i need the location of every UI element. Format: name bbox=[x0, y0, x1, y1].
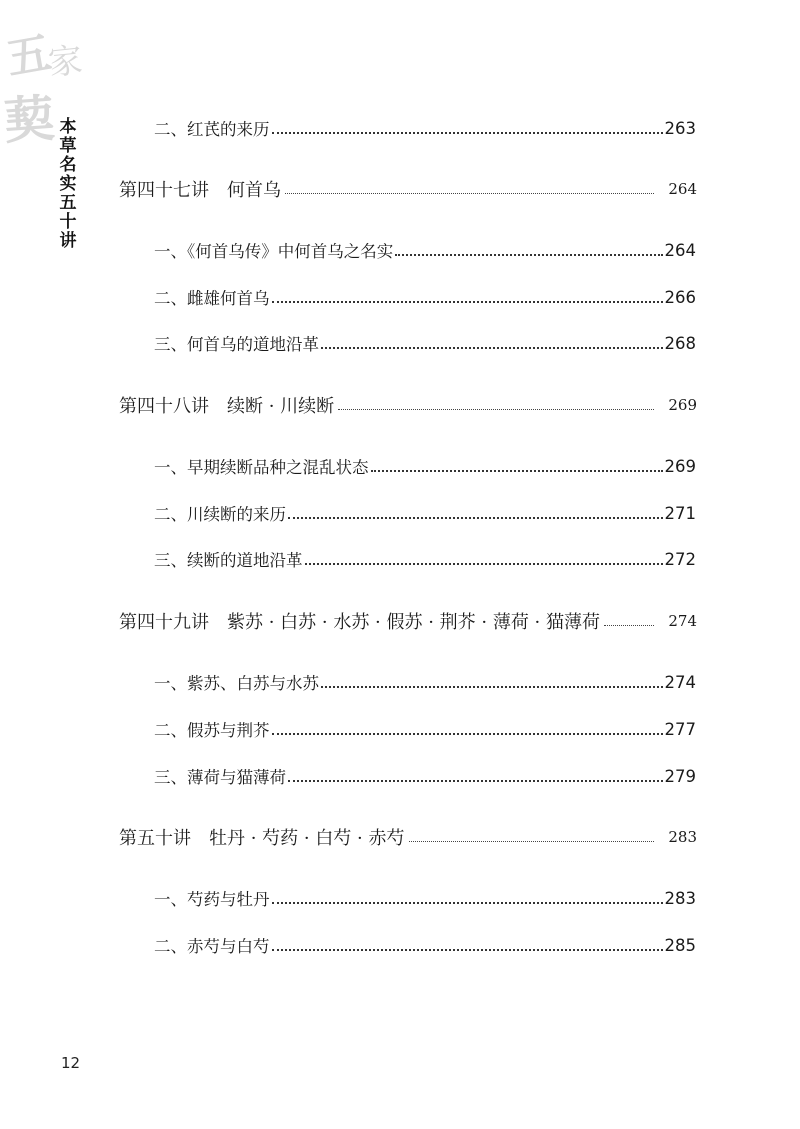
toc-entry-title: 二、假苏与荆芥 bbox=[154, 721, 270, 740]
toc-page-number: 271 bbox=[664, 503, 696, 523]
toc-entry-title: 第四十七讲 何首乌 bbox=[119, 180, 281, 201]
toc-section-entry bbox=[154, 235, 696, 265]
toc-entry-title: 一、紫苏、白苏与水苏 bbox=[154, 674, 319, 693]
dot-leader bbox=[285, 193, 654, 194]
dot-leader bbox=[272, 733, 663, 735]
toc-chapter-entry bbox=[119, 390, 697, 420]
dot-leader bbox=[288, 517, 663, 519]
toc-entry-title: 二、赤芍与白芍 bbox=[154, 937, 270, 956]
toc-section-entry bbox=[154, 113, 696, 143]
dot-leader bbox=[272, 132, 663, 134]
dot-leader bbox=[604, 625, 654, 626]
dot-leader bbox=[272, 902, 663, 904]
toc-entry-title: 二、雌雄何首乌 bbox=[154, 289, 270, 308]
toc-chapter-entry bbox=[119, 174, 697, 204]
toc-page-number: 266 bbox=[664, 287, 696, 307]
toc-page-number: 277 bbox=[664, 719, 696, 739]
toc-page-number: 283 bbox=[668, 828, 697, 846]
toc-page-number: 268 bbox=[664, 333, 696, 353]
running-title-char: 名 bbox=[59, 155, 77, 175]
seal-char: 五 bbox=[2, 27, 55, 86]
dot-leader bbox=[288, 780, 663, 782]
toc-entry-title: 二、川续断的来历 bbox=[154, 505, 286, 524]
running-title-char: 实 bbox=[59, 174, 77, 194]
toc-page-number: 269 bbox=[668, 396, 697, 414]
toc-section-entry bbox=[154, 544, 696, 574]
toc-section-entry bbox=[154, 761, 696, 791]
dot-leader bbox=[409, 841, 655, 842]
page-number: 12 bbox=[61, 1054, 81, 1072]
toc-section-entry bbox=[154, 328, 696, 358]
toc-chapter-entry bbox=[119, 822, 697, 852]
dot-leader bbox=[395, 254, 662, 256]
toc-entry-title: 一、《何首乌传》中何首乌之名实 bbox=[154, 242, 394, 261]
toc-entry-title: 三、薄荷与猫薄荷 bbox=[154, 768, 286, 787]
toc-entry-title: 第五十讲 牡丹 · 芍药 · 白芍 · 赤芍 bbox=[119, 828, 405, 849]
dot-leader bbox=[272, 301, 663, 303]
toc-page-number: 283 bbox=[664, 888, 696, 908]
toc-entry-title: 第四十九讲 紫苏 · 白苏 · 水苏 · 假苏 · 荆芥 · 薄荷 · 猫薄荷 bbox=[119, 612, 600, 633]
dot-leader bbox=[371, 470, 663, 472]
toc-section-entry bbox=[154, 498, 696, 528]
toc-chapter-entry bbox=[119, 606, 697, 636]
toc-page-number: 274 bbox=[668, 612, 697, 630]
dot-leader bbox=[321, 347, 663, 349]
toc-entry-title: 二、红芪的来历 bbox=[154, 120, 270, 139]
running-title-char: 草 bbox=[59, 136, 77, 156]
seal-char: 葜 bbox=[2, 88, 57, 151]
running-title-char: 讲 bbox=[59, 231, 77, 251]
toc-section-entry bbox=[154, 667, 696, 697]
toc-section-entry bbox=[154, 282, 696, 312]
toc-page-number: 285 bbox=[664, 935, 696, 955]
toc-page-number: 279 bbox=[664, 766, 696, 786]
dot-leader bbox=[305, 563, 663, 565]
dot-leader bbox=[272, 949, 663, 951]
toc-section-entry bbox=[154, 883, 696, 913]
running-title-char: 本 bbox=[59, 117, 77, 137]
running-title-char: 五 bbox=[59, 193, 77, 213]
toc-section-entry bbox=[154, 930, 696, 960]
toc-page-number: 274 bbox=[664, 672, 696, 692]
toc-page-number: 269 bbox=[664, 456, 696, 476]
toc-entry-title: 第四十八讲 续断 · 川续断 bbox=[119, 396, 335, 417]
toc-entry-title: 三、何首乌的道地沿革 bbox=[154, 335, 319, 354]
toc-page-number: 264 bbox=[668, 180, 697, 198]
dot-leader bbox=[338, 409, 654, 410]
toc-entry-title: 三、续断的道地沿革 bbox=[154, 551, 303, 570]
toc-section-entry bbox=[154, 714, 696, 744]
toc-page-number: 263 bbox=[664, 118, 696, 138]
toc-page-number: 272 bbox=[664, 549, 696, 569]
seal-char: 家 bbox=[46, 40, 85, 84]
running-title-char: 十 bbox=[59, 212, 77, 232]
toc-entry-title: 一、芍药与牡丹 bbox=[154, 890, 270, 909]
toc-entry-title: 一、早期续断品种之混乱状态 bbox=[154, 458, 369, 477]
toc-page-number: 264 bbox=[664, 240, 696, 260]
toc-section-entry bbox=[154, 451, 696, 481]
dot-leader bbox=[321, 686, 663, 688]
